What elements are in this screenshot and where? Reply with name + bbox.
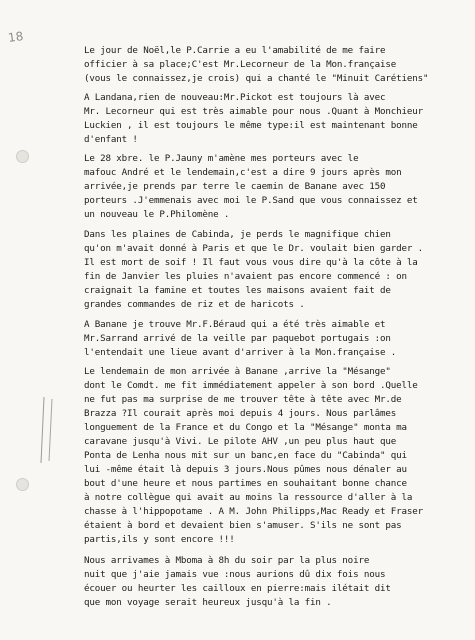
text-line: officier à sa place;C'est Mr.Lecorneur de la Mon.française: [84, 59, 397, 70]
text-line: Dans les plaines de Cabinda, je perds le magnifique chien: [84, 229, 391, 240]
text-line: nuit que j'aie jamais vue :nous aurions dû dix fois nous: [84, 569, 386, 580]
text-line: d'enfant !: [84, 134, 138, 145]
text-line: Mr.Sarrand arrivé de la veille par paquebot portugais :on: [84, 333, 391, 344]
text-line: fin de Janvier les pluies n'avaient pas encore commencé : on: [84, 271, 407, 282]
text-line: mafouc André et le lendemain,c'est a dire 9 jours après mon: [84, 167, 402, 178]
text-line: longuement de la France et du Congo et la "Mésange" monta ma: [84, 422, 407, 433]
text-line: Il est mort de soif ! Il faut vous vous dire qu'à la côte à la: [84, 257, 418, 268]
text-line: arrivée,je prends par terre le caemin de Banane avec 150: [84, 181, 386, 192]
text-line: Luckien , il est toujours le même type:il est maintenant bonne: [84, 120, 418, 131]
text-line: craignait la famine et toutes les maisons avaient fait de: [84, 285, 391, 296]
text-line: Le lendemain de mon arrivée à Banane ,arrive la "Mésange": [84, 366, 391, 377]
text-line: un nouveau le P.Philomène .: [84, 209, 230, 220]
text-line: étaient à bord et devaient bien s'amuser. S'ils ne sont pas: [84, 520, 402, 531]
text-line: chasse à l'hippopotame . A M. John Philipps,Mac Ready et Fraser: [84, 506, 424, 517]
text-line: (vous le connaissez,je crois) qui a chanté le "Minuit Carétiens": [84, 73, 429, 84]
text-line: l'entendait une lieue avant d'arriver à la Mon.française .: [84, 347, 397, 358]
text-line: Le jour de Noël,le P.Carrie a eu l'amabilité de me faire: [84, 45, 386, 56]
text-line: A Landana,rien de nouveau:Mr.Pickot est toujours là avec: [84, 92, 386, 103]
text-line: que mon voyage serait heureux jusqu'à la fin .: [84, 597, 332, 608]
text-line: bout d'une heure et nous partimes en souhaitant bonne chance: [84, 478, 407, 489]
text-line: qu'on m'avait donné à Paris et que le Dr. voulait bien garder .: [84, 243, 424, 254]
margin-pencil-strokes: [38, 395, 60, 465]
page-number: 18: [7, 29, 25, 45]
text-line: grandes commandes de riz et de haricots .: [84, 299, 305, 310]
text-line: dont le Comdt. me fit immédiatement appeler à son bord .Quelle: [84, 380, 418, 391]
text-line: caravane jusqu'à Vivi. Le pilote AHV ,un peu plus haut que: [84, 436, 397, 447]
text-line: porteurs .J'emmenais avec moi le P.Sand que vous connaissez et: [84, 195, 418, 206]
text-line: à notre collègue qui avait au moins la ressource d'aller à la: [84, 492, 413, 503]
text-line: partis,ils y sont encore !!!: [84, 534, 235, 545]
text-line: ne fut pas ma surprise de me trouver tête à tête avec Mr.de: [84, 394, 402, 405]
punch-hole: [16, 478, 29, 491]
text-line: Le 28 xbre. le P.Jauny m'amène mes porteurs avec le: [84, 153, 359, 164]
text-line: lui -même était là depuis 3 jours.Nous pûmes nous dénaler au: [84, 464, 407, 475]
text-line: Nous arrivames à Mboma à 8h du soir par la plus noire: [84, 555, 370, 566]
text-line: Brazza ?Il courait après moi depuis 4 jours. Nous parlâmes: [84, 408, 397, 419]
text-line: écouer ou heurter les cailloux en pierre:mais ilétait dit: [84, 583, 391, 594]
text-line: A Banane je trouve Mr.F.Béraud qui a été très aimable et: [84, 319, 386, 330]
text-line: Mr. Lecorneur qui est très aimable pour nous .Quant à Monchieur: [84, 106, 424, 117]
text-line: Ponta de Lenha nous mit sur un banc,en face du "Cabinda" qui: [84, 450, 407, 461]
punch-hole: [16, 150, 29, 163]
